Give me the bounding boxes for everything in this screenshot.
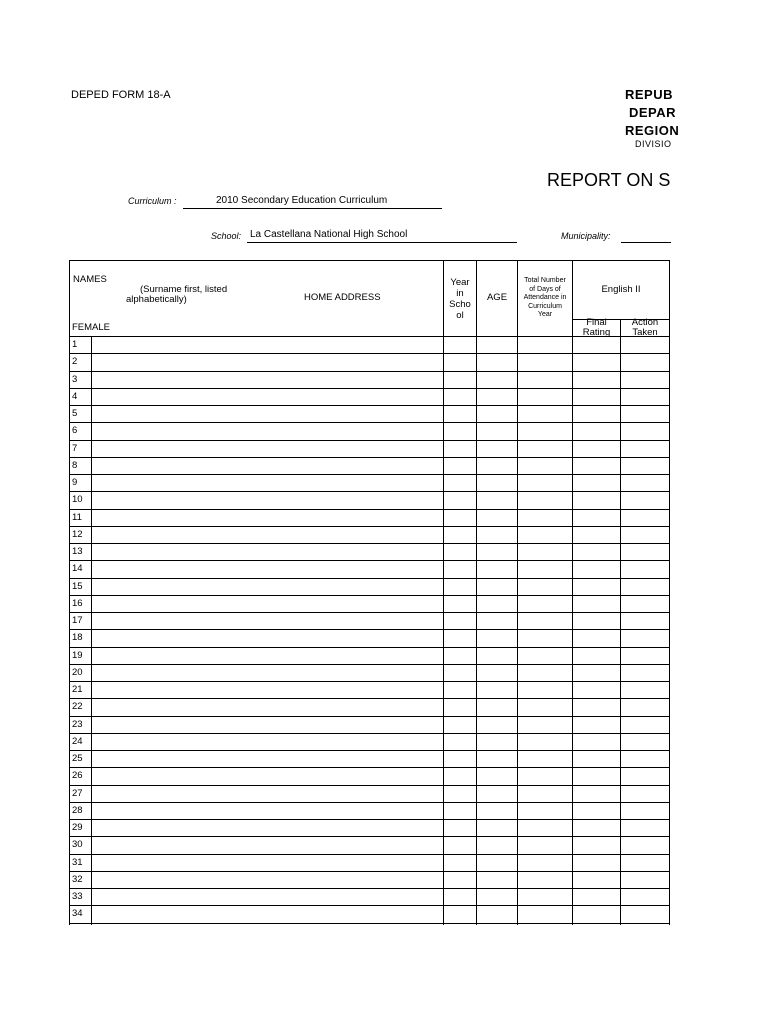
row-number: 33 xyxy=(72,891,83,902)
form-code: DEPED FORM 18-A xyxy=(71,89,171,101)
table-border-left xyxy=(69,260,70,925)
row-number: 16 xyxy=(72,598,83,609)
curriculum-value: 2010 Secondary Education Curriculum xyxy=(216,195,388,206)
row-number: 1 xyxy=(72,339,78,350)
row-number: 11 xyxy=(72,512,82,523)
row-number: 34 xyxy=(72,908,83,919)
curriculum-underline xyxy=(183,208,442,209)
attendance-line-1: Total Number xyxy=(524,277,566,284)
final-rating-line-2: Rating xyxy=(582,327,611,336)
table-row-line xyxy=(69,716,670,717)
table-row-line xyxy=(69,388,670,389)
attendance-header xyxy=(518,277,572,320)
table-row-line xyxy=(69,491,670,492)
year-in-school-line-1: Year xyxy=(450,277,470,288)
attendance-line-4: Curriculum xyxy=(528,302,562,310)
school-label: School: xyxy=(211,231,242,241)
col-divider-address xyxy=(443,260,444,925)
header-division: DIVISIO xyxy=(635,139,672,149)
row-number: 14 xyxy=(72,563,83,574)
row-number: 30 xyxy=(72,839,83,850)
final-rating-line-1: Final xyxy=(586,318,607,328)
school-underline xyxy=(247,242,517,243)
row-number: 22 xyxy=(72,701,83,712)
row-number: 9 xyxy=(72,477,78,488)
action-taken-line-2: Taken xyxy=(632,327,658,336)
table-row-line xyxy=(69,440,670,441)
school-value: La Castellana National High School xyxy=(250,229,408,240)
table-row-line xyxy=(69,422,670,423)
attendance-line-3: Attendance in xyxy=(523,294,567,301)
table-row-line xyxy=(69,560,670,561)
row-number: 28 xyxy=(72,805,83,816)
row-number: 18 xyxy=(72,632,83,643)
table-border-top xyxy=(69,260,670,261)
table-row-line xyxy=(69,698,670,699)
row-number: 23 xyxy=(72,719,83,730)
table-row-line xyxy=(69,905,670,906)
table-row-line xyxy=(69,629,670,630)
table-row-line xyxy=(69,612,670,613)
table-row-line xyxy=(69,750,670,751)
table-row-line xyxy=(69,353,670,354)
table-row-line xyxy=(69,681,670,682)
row-number: 20 xyxy=(72,667,83,678)
table-row-line xyxy=(69,664,670,665)
row-number: 7 xyxy=(72,443,78,454)
row-number: 10 xyxy=(72,494,83,505)
row-number: 17 xyxy=(72,615,83,626)
names-header: NAMES xyxy=(73,274,107,285)
header-republic: REPUB xyxy=(625,87,674,102)
table-row-line xyxy=(69,578,670,579)
row-number: 32 xyxy=(72,874,83,885)
row-number: 5 xyxy=(72,408,78,419)
table-border-bottom xyxy=(69,923,670,924)
row-number: 13 xyxy=(72,546,83,557)
year-in-school-line-4: ol xyxy=(456,310,464,321)
table-row-line xyxy=(69,336,670,337)
col-divider-age xyxy=(517,260,518,925)
row-number: 24 xyxy=(72,736,83,747)
table-row-line xyxy=(69,836,670,837)
table-row-line xyxy=(69,457,670,458)
table-row-line xyxy=(69,509,670,510)
row-number: 4 xyxy=(72,391,78,402)
table-row-line xyxy=(69,371,670,372)
action-taken-header xyxy=(621,318,669,336)
row-number: 3 xyxy=(72,374,78,385)
col-divider-year xyxy=(476,260,477,925)
row-number: 25 xyxy=(72,753,83,764)
row-number: 2 xyxy=(72,356,78,367)
row-number: 21 xyxy=(72,684,83,695)
curriculum-label: Curriculum : xyxy=(128,196,177,206)
row-number: 15 xyxy=(72,581,83,592)
home-address-header: HOME ADDRESS xyxy=(304,292,381,303)
names-subheader-2: alphabetically) xyxy=(126,294,187,305)
header-department: DEPAR xyxy=(629,105,677,120)
age-header: AGE xyxy=(486,292,508,303)
table-row-line xyxy=(69,767,670,768)
names-subheader-1: (Surname first, listed xyxy=(140,284,228,295)
action-taken-line-1: Action xyxy=(631,318,659,328)
col-divider-attendance xyxy=(572,260,573,925)
table-row-line xyxy=(69,526,670,527)
table-row-line xyxy=(69,647,670,648)
municipality-label: Municipality: xyxy=(561,231,611,241)
row-number: 31 xyxy=(72,857,83,868)
table-row-line xyxy=(69,871,670,872)
row-number: 6 xyxy=(72,425,78,436)
table-row-line xyxy=(69,595,670,596)
table-row-line xyxy=(69,854,670,855)
table-row-line xyxy=(69,474,670,475)
row-number: 19 xyxy=(72,650,83,661)
col-divider-rating xyxy=(620,319,621,925)
table-row-line xyxy=(69,543,670,544)
municipality-underline xyxy=(621,242,671,243)
female-section-label: FEMALE xyxy=(72,322,111,333)
row-number: 8 xyxy=(72,460,78,471)
attendance-line-5: Year xyxy=(537,311,553,318)
attendance-line-2: of Days of xyxy=(529,285,561,293)
row-number: 26 xyxy=(72,770,83,781)
table-row-line xyxy=(69,733,670,734)
table-row-line xyxy=(69,785,670,786)
table-row-line xyxy=(69,819,670,820)
row-number: 29 xyxy=(72,822,83,833)
subject-header: English II xyxy=(601,284,641,295)
table-row-line xyxy=(69,405,670,406)
year-in-school-header xyxy=(444,277,476,321)
year-in-school-line-3: Scho xyxy=(449,299,471,310)
final-rating-header xyxy=(573,318,620,336)
table-border-right xyxy=(669,260,670,925)
row-number: 27 xyxy=(72,788,83,799)
header-region: REGION xyxy=(625,123,680,138)
report-title: REPORT ON S xyxy=(547,170,671,190)
table-row-line xyxy=(69,888,670,889)
year-in-school-line-2: in xyxy=(456,288,464,299)
row-number: 12 xyxy=(72,529,83,540)
table-row-line xyxy=(69,802,670,803)
